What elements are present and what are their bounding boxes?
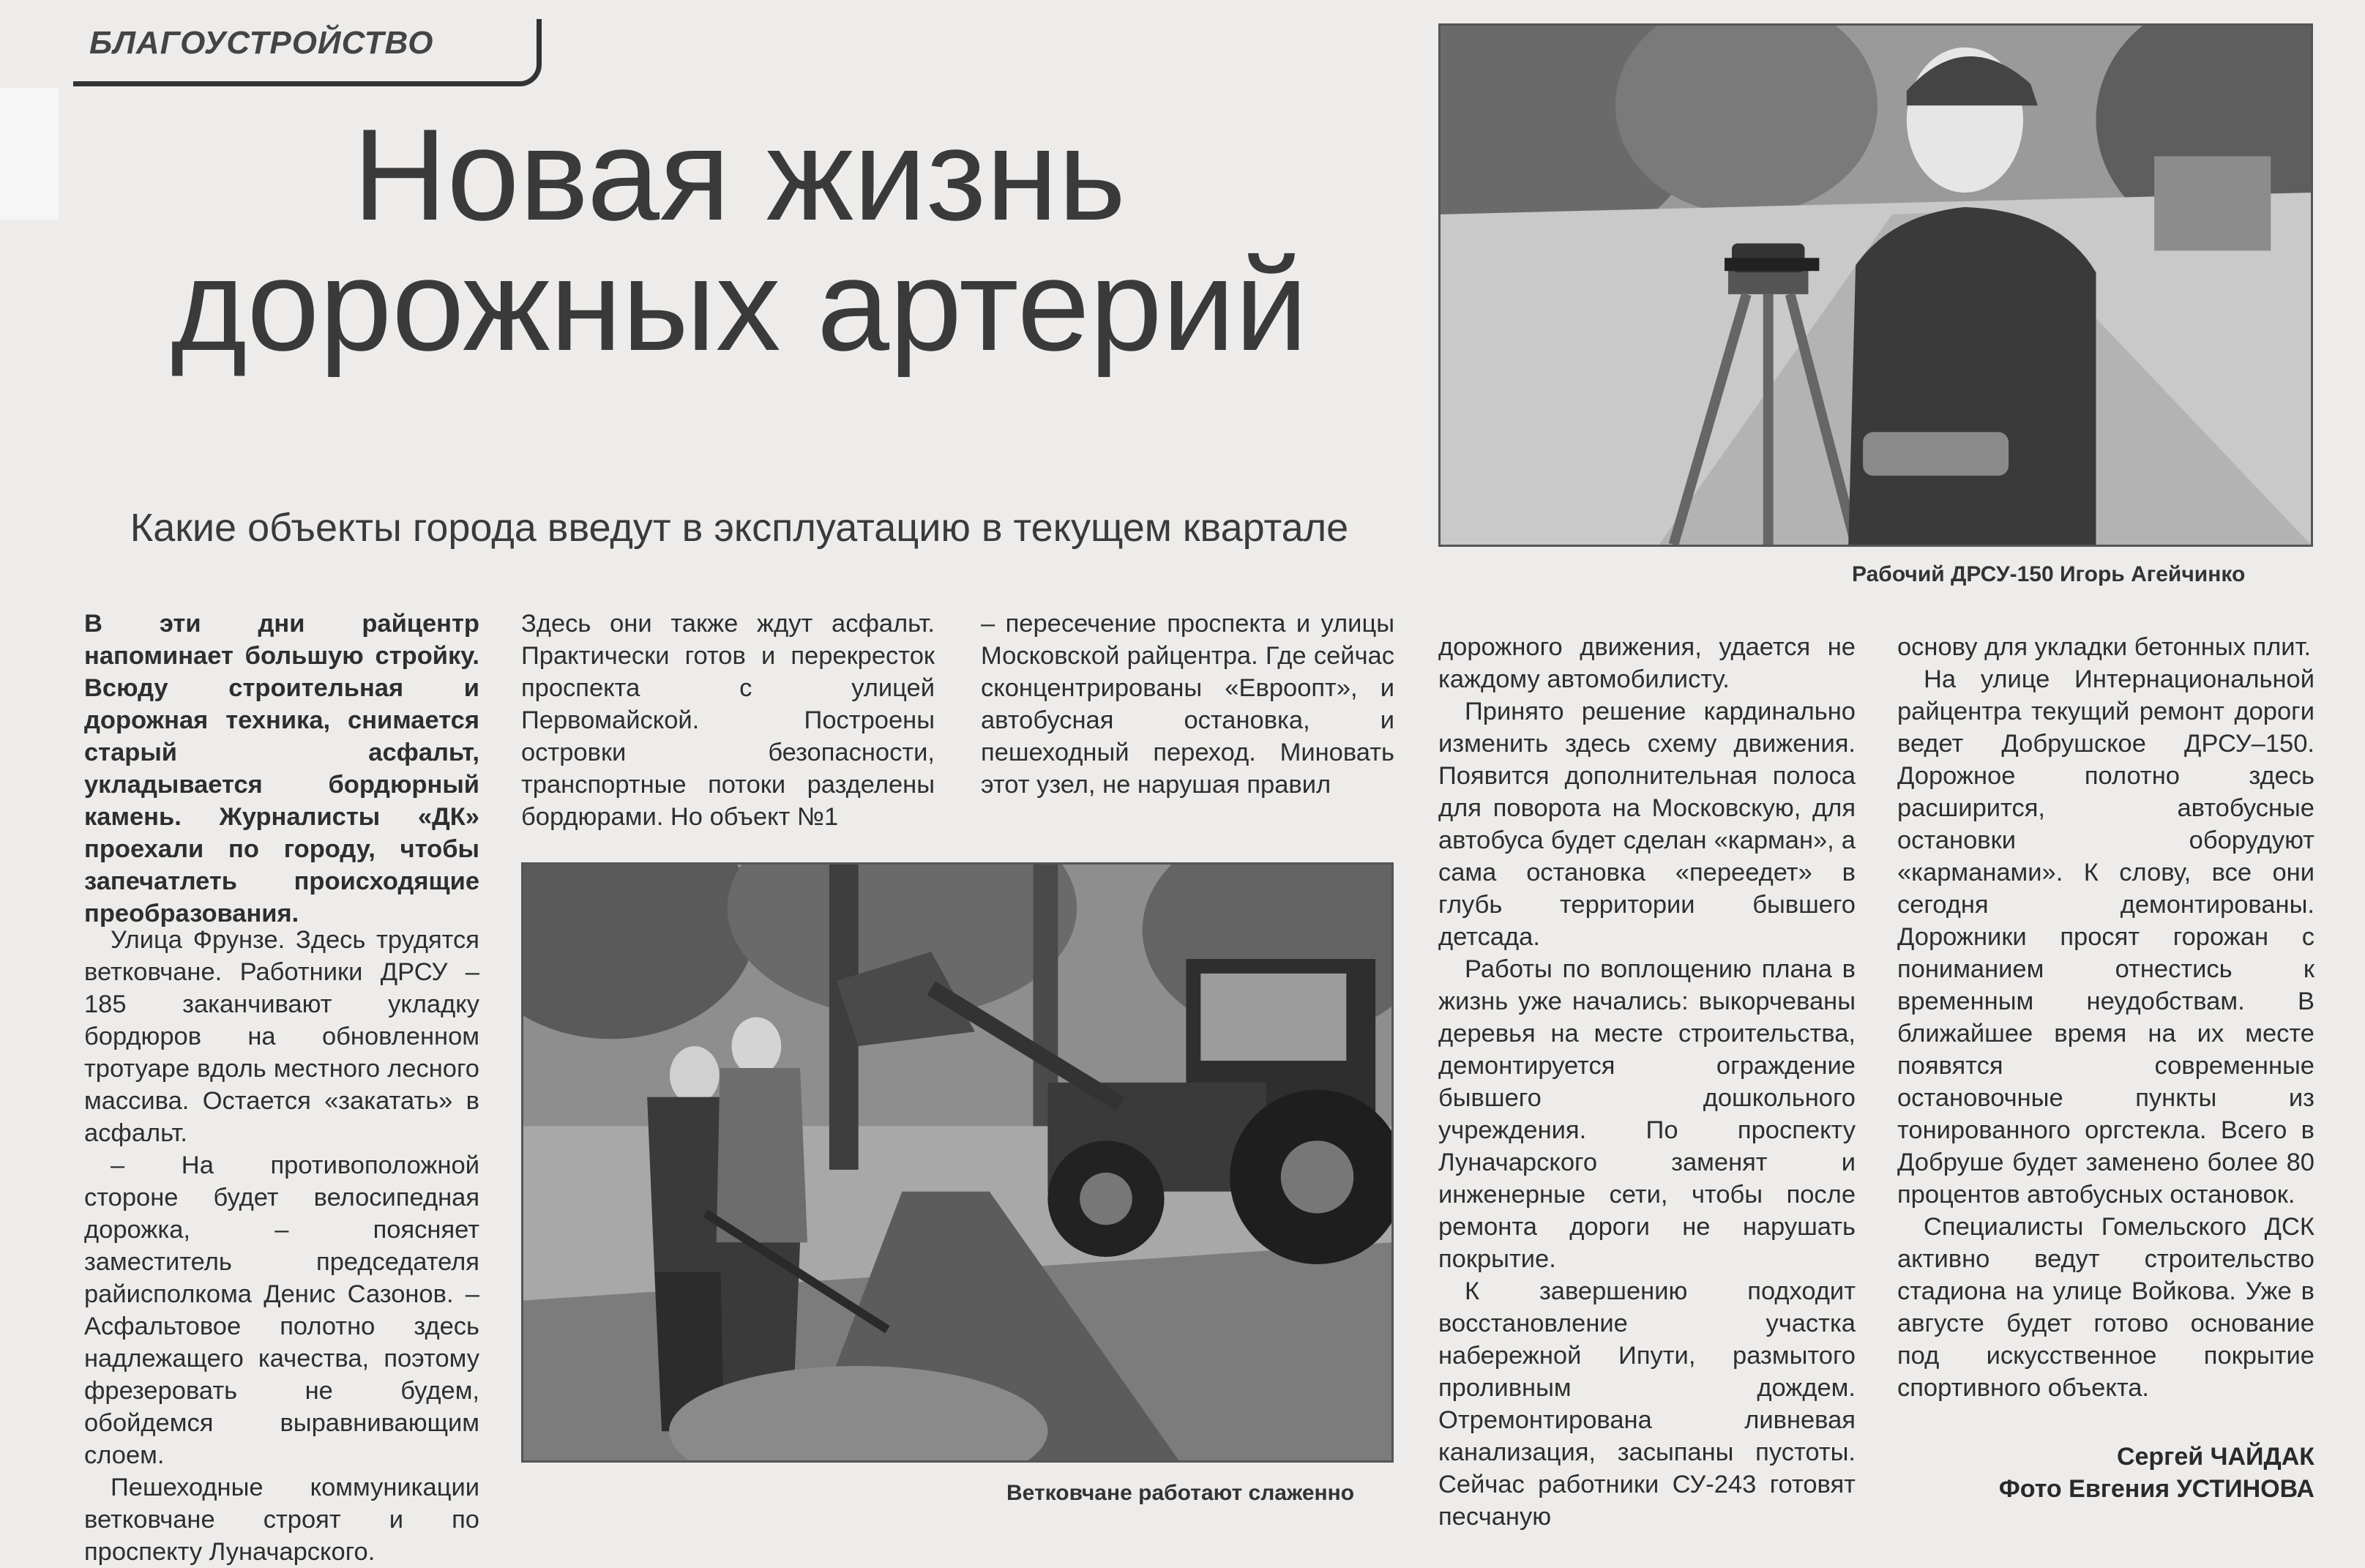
headline-line-1: Новая жизнь [352,102,1127,247]
headline-line-2: дорожных артерий [171,232,1308,378]
col1-paragraph-2: – На противоположной стороне будет велосипедная дорожка, – поясняет заместитель председателя райисполкома Денис Сазонов. – Асфальтовое полотно здесь надлежащего качества, поэтому фрезеровать не будем, обойдемся выравнивающим слоем. [84,1151,479,1469]
roadworks-photo-caption: Ветковчане работают слаженно [1006,1481,1355,1505]
column-3 [981,608,1394,801]
article-subheadline: Какие объекты города введут в эксплуатацию в текущем квартале [130,506,1349,550]
col3-paragraph: – пересечение проспекта и улицы Московской райцентра. Где сейчас сконцентрированы «Евроопт», и автобусная остановка, и пешеходный переход. Миновать этот узел, не нарушая правил [981,610,1394,799]
column-2 [521,608,935,833]
lead-paragraph: В эти дни райцентр напоминает большую стройку. Всюду строительная и дорожная техника, снимается старый асфальт, укладывается бордюрный камень. Журналисты «ДК» проехали по городу, чтобы запечатлеть происходящие преобразования. [84,610,479,927]
column-4 [1438,631,1856,1533]
col1-paragraph-3: Пешеходные коммуникации ветковчане строят и по проспекту Луначарского. [84,1474,479,1566]
rubric-label: БЛАГОУСТРОЙСТВО [89,25,434,61]
section-rubric [73,19,542,86]
col1-paragraph-1: Улица Фрунзе. Здесь трудятся ветковчане. Работники ДРСУ – 185 заканчивают укладку бордюров на обновленном тротуаре вдоль местного лесного массива. Остается «закатать» в асфальт. [84,926,479,1147]
worker-photo-caption: Рабочий ДРСУ-150 Игорь Агейчинко [1852,562,2246,586]
article-headline [73,102,1405,378]
column-1 [84,924,479,1568]
page-fold-edge [0,88,59,220]
photo-credit: Фото Евгения УСТИНОВА [1998,1475,2314,1503]
col4-paragraph-2: Принято решение кардинально изменить здесь схему движения. Появится дополнительная полоса для поворота на Московскую, для автобуса будет сделан «карман», а сама остановка «переедет» в глубь территории бывшего детсада. [1438,698,1856,951]
col4-paragraph-4: К завершению подходит восстановление участка набережной Ипути, размытого проливным дождем. Отремонтирована ливневая канализация, засыпаны пустоты. Сейчас работники СУ-243 готовят песчаную [1438,1277,1856,1531]
col4-paragraph-1: дорожного движения, удается не каждому автомобилисту. [1438,633,1856,693]
col5-paragraph-3: Специалисты Гомельского ДСК активно ведут строительство стадиона на улице Войкова. Уже в августе будет готово основание под искусственное покрытие спортивного объекта. [1897,1213,2314,1402]
byline [1897,1441,2314,1505]
roadworks-photo [521,862,1394,1463]
col4-paragraph-3: Работы по воплощению плана в жизнь уже начались: выкорчеваны деревья на месте строительства, демонтируется ограждение бывшего дошкольного учреждения. По проспекту Луначарского заменят и инженерные сети, чтобы после ремонта дороги не нарушать покрытие. [1438,955,1856,1273]
col5-paragraph-1: основу для укладки бетонных плит. [1897,633,2312,661]
worker-photo [1438,23,2313,547]
article-lead [84,608,479,930]
col5-paragraph-2: На улице Интернациональной райцентра текущий ремонт дороги ведет Добрушское ДРСУ–150. Дорожное полотно здесь расширится, автобусные остановки оборудуют «карманами». К слову, все они сегодня демонтированы. Дорожники просят горожан с пониманием отнестись к временным неудобствам. В ближайшее время на их месте появятся современные остановочные пункты из тонированного оргстекла. Всего в Добруше будет заменено более 80 процентов автобусных остановок. [1897,665,2314,1209]
column-5 [1897,631,2314,1404]
author-name: Сергей ЧАЙДАК [2116,1443,2314,1471]
col2-paragraph: Здесь они также ждут асфальт. Практически готов и перекресток проспекта с улицей Первомайской. Построены островки безопасности, транспортные потоки разделены бордюрами. Но объект №1 [521,610,935,831]
